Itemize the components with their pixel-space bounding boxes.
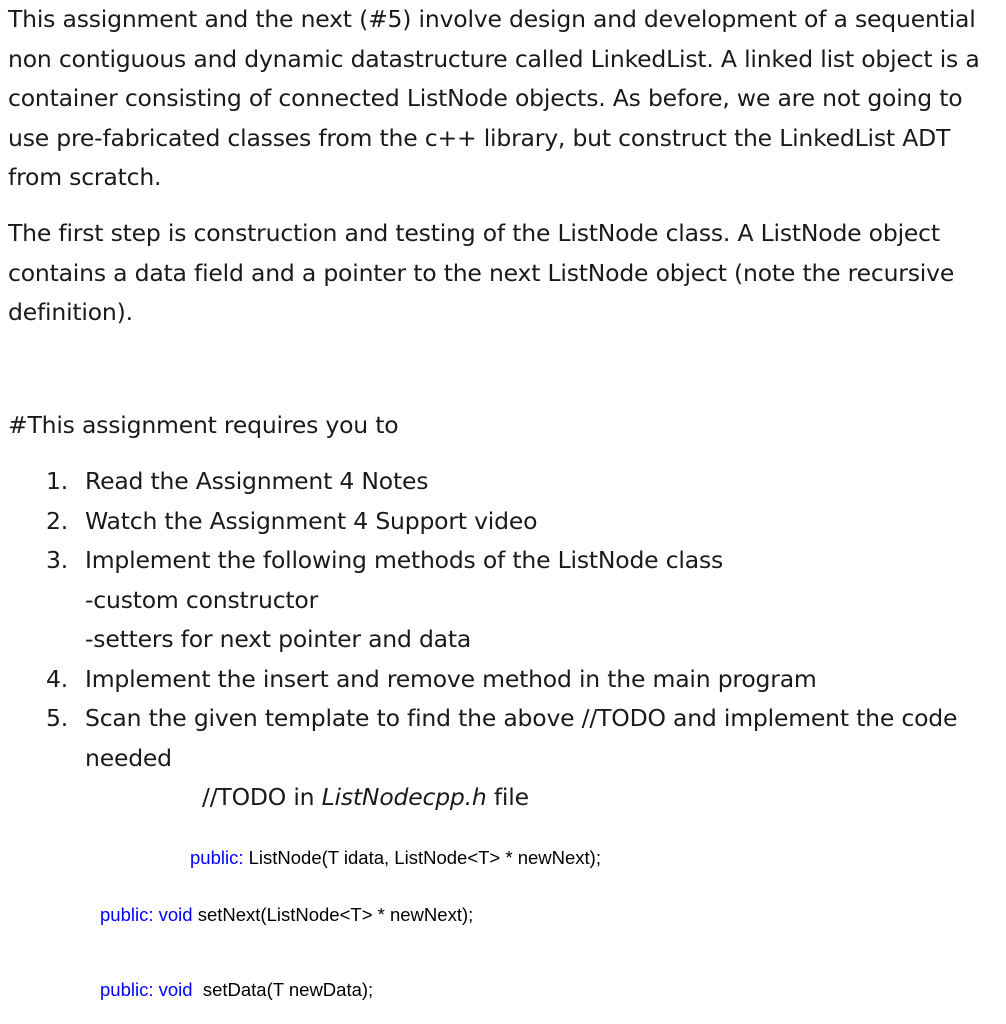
list-item-text: Watch the Assignment 4 Support video [85, 506, 538, 535]
list-item-number: 2. [46, 506, 69, 535]
list-item-number: 4. [46, 664, 69, 693]
list-item-text: Implement the insert and remove method in the main program [85, 664, 817, 693]
code-line-constructor [190, 846, 601, 870]
code-keyword: public: void [100, 904, 193, 925]
todo-note [202, 778, 529, 818]
code-line-setnext [100, 903, 473, 927]
list-item-text: Implement the following methods of the ListNode class [85, 546, 724, 574]
requirements-list [0, 462, 1006, 778]
sub-item-constructor: -custom constructor [85, 585, 319, 614]
code-line-setdata [100, 978, 373, 1002]
code-keyword: public: [190, 847, 244, 868]
list-item [0, 502, 1006, 542]
list-item [0, 541, 1006, 660]
code-keyword: public: void [100, 979, 193, 1000]
code-signature: setData(T newData); [192, 979, 374, 1000]
list-item-text: Scan the given template to find the above //TODO and implement the code needed [85, 704, 958, 772]
sub-item-setters: -setters for next pointer and data [85, 625, 472, 653]
code-signature: ListNode(T idata, ListNode<T> * newNext); [243, 847, 601, 868]
code-signature: setNext(ListNode<T> * newNext); [192, 904, 474, 925]
list-item-number: 5. [46, 704, 69, 732]
list-item-text: Read the Assignment 4 Notes [85, 467, 429, 495]
list-item-number: 1. [46, 467, 69, 495]
list-item [0, 462, 1006, 502]
intro-paragraph: This assignment and the next (#5) involve design and development of a sequential non contiguous and dynamic datastructure called LinkedList. A linked list object is a container consisting of connected ListNode objects. As before, we are not going to use pre-fabricated classes from the c++ library, but construct the LinkedList ADT from scratch. [8, 5, 980, 191]
list-item-number: 3. [46, 546, 69, 574]
listnode-paragraph: The first step is construction and testing of the ListNode class. A ListNode object contains a data field and a pointer to the next ListNode object (note the recursive definition). [8, 219, 955, 326]
list-item [0, 660, 1006, 700]
todo-prefix: //TODO in [202, 783, 322, 811]
todo-filename: ListNodecpp.h [321, 783, 487, 811]
todo-suffix: file [486, 783, 529, 811]
list-item [0, 699, 1006, 778]
requirements-heading: #This assignment requires you to [8, 411, 399, 439]
